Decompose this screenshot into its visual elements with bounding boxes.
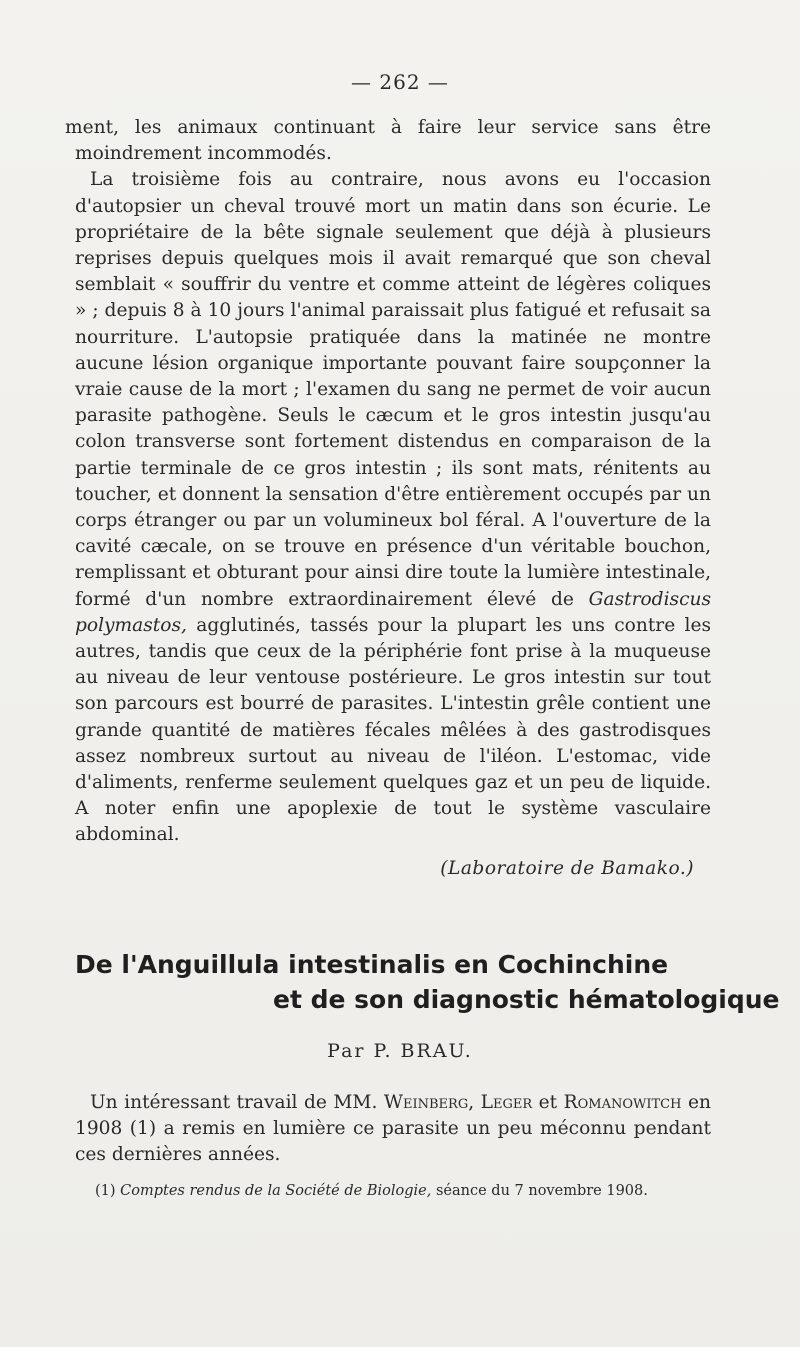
intro-start: Un intéressant travail de MM.	[90, 1092, 378, 1113]
page-number: — 262 —	[351, 70, 449, 94]
author-leger: Leger	[480, 1092, 533, 1113]
footnote	[95, 1183, 735, 1199]
footnote-detail: séance du 7 novembre 1908.	[435, 1183, 648, 1199]
parasite-species-name: Gastrodiscus polymastos,	[75, 588, 711, 636]
intro-end: en 1908 (1) a remis en lumière ce parasite un peu méconnu pendant ces dernières années.	[75, 1092, 711, 1166]
author-byline: Par P. BRAU.	[327, 1040, 473, 1062]
main-text	[65, 115, 711, 849]
author-weinberg: Weinberg,	[383, 1092, 475, 1113]
intro-and: et	[538, 1092, 558, 1113]
laboratory-signature: (Laboratoire de Bamako.)	[440, 858, 694, 879]
article-intro	[75, 1090, 711, 1169]
paragraph-autopsy	[75, 167, 711, 848]
article-title-line-2: et de son diagnostic hématologique	[273, 985, 780, 1014]
autopsy-text-continued: agglutinés, tassés pour la plupart les uns contre les autres, tandis que ceux de la périphérie font prise à la muqueuse au niveau de leur ventouse postérieure. Le gros intestin sur tout son parcours est bourré de parasites. L'intestin grêle contient une grande quantité de matières fécales mêlées à des gastrodisques assez nombreux surtout au niveau de l'iléon. L'estomac, vide d'aliments, renferme seulement quelques gaz et un peu de liquide. A noter enfin une apoplexie de tout le système vasculaire abdominal.	[75, 614, 711, 846]
article-title-line-1: De l'Anguillula intestinalis en Cochinchine	[75, 950, 669, 979]
author-romanowitch: Romanowitch	[563, 1092, 682, 1113]
footnote-number: (1)	[95, 1183, 116, 1199]
autopsy-text: La troisième fois au contraire, nous avons eu l'occasion d'autopsier un cheval trouvé mort un matin dans son écurie. Le propriétaire de la bête signale seulement que déjà à plusieurs reprises depuis quelques mois il avait remarqué que son cheval semblait « souffrir du ventre et comme atteint de légères coliques » ; depuis 8 à 10 jours l'animal paraissait plus fatigué et refusait sa nourriture. L'autopsie pratiquée dans la matinée ne montre aucune lésion organique importante pouvant faire soupçonner la vraie cause de la mort ; l'examen du sang ne permet de voir aucun parasite pathogène. Seuls le cæcum et le gros intestin jusqu'au colon transverse sont fortement distendus en comparaison de la partie terminale de ce gros intestin ; ils sont mats, rénitents au toucher, et donnent la sensation d'être entièrement occupés par un corps étranger ou par un volumineux bol féral. A l'ouverture de la cavité cæcale, on se trouve en présence d'un véritable bouchon, remplissant et obturant pour ainsi dire toute la lumière intestinale, formé d'un nombre extraordinairement élevé de	[75, 169, 711, 610]
footnote-source: Comptes rendus de la Société de Biologie,	[120, 1183, 432, 1199]
paragraph-continuation: ment, les animaux continuant à faire leur service sans être moindrement incommodés.	[65, 117, 711, 165]
